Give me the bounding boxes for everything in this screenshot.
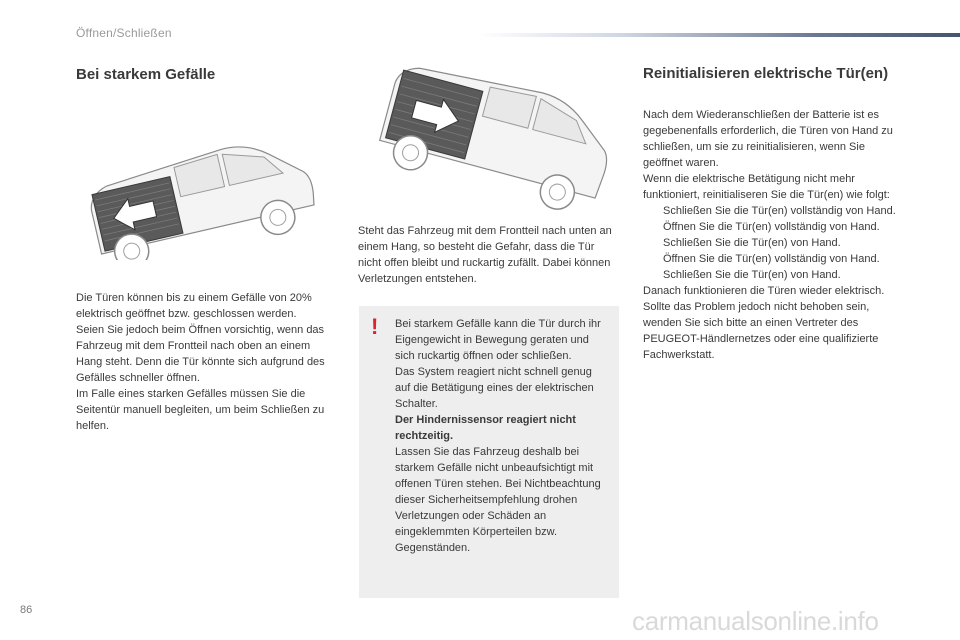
paragraph: Seien Sie jedoch beim Öffnen vorsichtig, wenn das Fahrzeug mit dem Frontteil nach oben an einem Hang steht. Denn die Tür könnte sich aufgrund des Gefälles schneller öffnen. [76,324,325,384]
warning-line: Bei starkem Gefälle kann die Tür durch ihr Eigengewicht in Bewegung geraten und sich ruckartig öffnen oder schließen. [395,318,601,362]
list-item-text: Schließen Sie die Tür(en) vollständig von Hand. [663,205,896,217]
paragraph: Danach funktionieren die Türen wieder elektrisch. [643,285,885,297]
slope-intro-text [76,290,338,434]
watermark: carmanualsonline.info [632,606,879,636]
page-number: 86 [20,604,33,616]
heading-reinitialize-doors: Reinitialisieren elektrische Tür(en) [643,65,889,82]
list-item [643,235,905,251]
heading-steep-slope: Bei starkem Gefälle [76,66,216,83]
warning-line: Das System reagiert nicht schnell genug auf die Betätigung eines der elektrischen Schalter. [395,366,594,410]
paragraph: Die Türen können bis zu einem Gefälle von 20% elektrisch geöffnet bzw. geschlossen werden. [76,292,312,320]
list-item [643,219,905,235]
list-item-text: Öffnen Sie die Tür(en) vollständig von Hand. [663,221,880,233]
paragraph: Sollte das Problem jedoch nicht behoben sein, wenden Sie sich bitte an einen Vertreter des PEUGEOT-Händlernetzes oder eine qualifizierte Fachwerkstatt. [643,301,879,361]
list-item-text: Schließen Sie die Tür(en) von Hand. [663,269,841,281]
list-item-text: Öffnen Sie die Tür(en) vollständig von Hand. [663,253,880,265]
warning-closing: Lassen Sie das Fahrzeug deshalb bei starkem Gefälle nicht unbeaufsichtigt mit offenen Türen stehen. Bei Nichtbeachtung dieser Sicherheitsempfehlung drohen Verletzungen oder Schäden an eingeklemmten Körperteilen bzw. Gegenständen. [395,446,601,554]
warning-bold-line: Der Hindernissensor reagiert nicht rechtzeitig. [395,414,576,442]
list-item [643,267,905,283]
list-item-text: Schließen Sie die Tür(en) von Hand. [663,237,841,249]
van-downhill-illustration [370,60,620,210]
paragraph: Wenn die elektrische Betätigung nicht mehr funktioniert, reinitialiseren Sie die Tür(en) wie folgt: [643,173,890,201]
list-item [643,251,905,267]
van-uphill-illustration [82,130,322,260]
section-title: Öffnen/Schließen [76,26,172,40]
warning-text [395,316,609,556]
header-bar [478,33,960,37]
list-item [643,203,905,219]
warning-exclamation-icon: ! [371,314,379,339]
downhill-text: Steht das Fahrzeug mit dem Frontteil nach unten an einem Hang, so besteht die Gefahr, dass die Tür nicht offen bleibt und ruckartig zufällt. Dabei können Verletzungen entstehen. [358,225,612,285]
warning-box [359,306,619,598]
reinitialize-text [643,107,905,363]
paragraph: Nach dem Wiederanschließen der Batterie ist es gegebenenfalls erforderlich, die Türen von Hand zu schließen, um sie zu reinitialisieren, wenn Sie geöffnet waren. [643,109,893,169]
paragraph: Im Falle eines starken Gefälles müssen Sie die Seitentür manuell begleiten, um beim Schließen zu helfen. [76,388,325,432]
